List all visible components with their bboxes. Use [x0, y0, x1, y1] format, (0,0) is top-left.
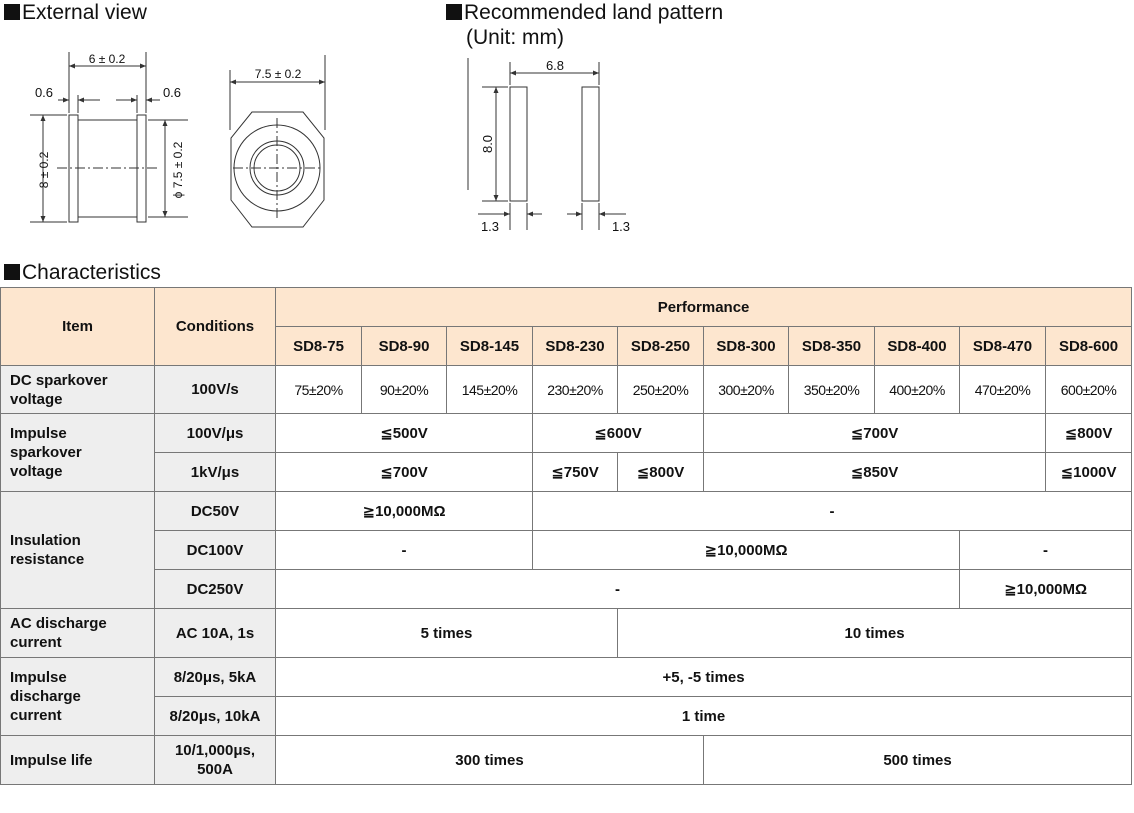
table-row-impulse-discharge-5k	[1, 658, 1132, 697]
item-dc-sparkover: DC sparkover voltage	[1, 366, 155, 414]
condition-cell: DC250V	[155, 570, 276, 609]
model-header: SD8-90	[362, 327, 447, 366]
table-row-insulation-dc50	[1, 492, 1132, 531]
condition-cell: 1kV/μs	[155, 453, 276, 492]
value-cell: 75±20%	[276, 366, 362, 414]
land-span-label: 6.8	[545, 58, 565, 73]
value-cell: 1 time	[276, 697, 1132, 736]
land-height-label: 8.0	[480, 134, 495, 154]
land-pattern-drawing	[440, 50, 660, 240]
header-item: Item	[1, 288, 155, 366]
land-pad-left	[510, 87, 527, 201]
item-ac-discharge: AC discharge current	[1, 609, 155, 658]
characteristics-table	[0, 287, 1132, 785]
value-cell: 250±20%	[618, 366, 704, 414]
value-cell: 470±20%	[960, 366, 1046, 414]
model-header: SD8-400	[875, 327, 960, 366]
dim-flange-left-label: 0.6	[34, 85, 54, 100]
dim-flange-right-label: 0.6	[162, 85, 182, 100]
value-cell: ≦800V	[618, 453, 704, 492]
value-cell: 300±20%	[704, 366, 789, 414]
value-cell: -	[533, 492, 1132, 531]
condition-cell: AC 10A, 1s	[155, 609, 276, 658]
condition-cell: 100V/μs	[155, 414, 276, 453]
model-header: SD8-600	[1046, 327, 1132, 366]
item-impulse-life: Impulse life	[1, 736, 155, 785]
characteristics-title: Characteristics	[22, 261, 161, 284]
value-cell: 400±20%	[875, 366, 960, 414]
value-cell: ≦700V	[704, 414, 1046, 453]
condition-cell: 8/20μs, 10kA	[155, 697, 276, 736]
value-cell: 600±20%	[1046, 366, 1132, 414]
external-view-drawing	[0, 40, 440, 240]
item-insulation-resistance: Insulation resistance	[1, 492, 155, 609]
square-bullet-icon	[4, 264, 20, 280]
table-row-impulse-sparkover-1k	[1, 453, 1132, 492]
model-header: SD8-300	[704, 327, 789, 366]
table-row-impulse-life	[1, 736, 1132, 785]
table-row-insulation-dc100	[1, 531, 1132, 570]
model-header: SD8-250	[618, 327, 704, 366]
land-pattern-title: Recommended land pattern	[464, 1, 724, 24]
value-cell: -	[276, 531, 533, 570]
dim-hex-width-label: 7.5 ± 0.2	[254, 67, 302, 81]
condition-cell: 8/20μs, 5kA	[155, 658, 276, 697]
value-cell: 10 times	[618, 609, 1132, 658]
land-pattern-unit: (Unit: mm)	[466, 26, 564, 49]
model-header: SD8-470	[960, 327, 1046, 366]
value-cell: ≧10,000MΩ	[533, 531, 960, 570]
condition-cell: DC50V	[155, 492, 276, 531]
condition-cell: 100V/s	[155, 366, 276, 414]
model-header: SD8-145	[447, 327, 533, 366]
header-conditions: Conditions	[155, 288, 276, 366]
value-cell: ≦700V	[276, 453, 533, 492]
section-title-land-pattern	[446, 1, 723, 25]
land-pad-left-label: 1.3	[480, 219, 500, 234]
value-cell: 5 times	[276, 609, 618, 658]
value-cell: ≦850V	[704, 453, 1046, 492]
value-cell: +5, -5 times	[276, 658, 1132, 697]
condition-cell: 10/1,000μs, 500A	[155, 736, 276, 785]
item-impulse-sparkover: Impulse sparkover voltage	[1, 414, 155, 492]
table-row-ac-discharge	[1, 609, 1132, 658]
value-cell: 500 times	[704, 736, 1132, 785]
value-cell: -	[960, 531, 1132, 570]
value-cell: 300 times	[276, 736, 704, 785]
value-cell: ≦500V	[276, 414, 533, 453]
section-title-external-view	[4, 1, 147, 25]
square-bullet-icon	[446, 4, 462, 20]
value-cell: ≦600V	[533, 414, 704, 453]
land-pad-right	[582, 87, 599, 201]
value-cell: ≦1000V	[1046, 453, 1132, 492]
value-cell: 350±20%	[789, 366, 875, 414]
dim-width-label: 6 ± 0.2	[88, 52, 126, 66]
value-cell: -	[276, 570, 960, 609]
value-cell: 145±20%	[447, 366, 533, 414]
value-cell: ≦750V	[533, 453, 618, 492]
section-title-characteristics	[4, 261, 161, 285]
square-bullet-icon	[4, 4, 20, 20]
table-row-impulse-sparkover-100	[1, 414, 1132, 453]
table-row-dc-sparkover	[1, 366, 1132, 414]
external-view-title: External view	[22, 1, 147, 24]
model-header: SD8-75	[276, 327, 362, 366]
value-cell: 230±20%	[533, 366, 618, 414]
condition-cell: DC100V	[155, 531, 276, 570]
value-cell: ≧10,000MΩ	[276, 492, 533, 531]
dim-diameter-label: ϕ 7.5 ± 0.2	[171, 141, 185, 199]
table-row-insulation-dc250	[1, 570, 1132, 609]
table-row-impulse-discharge-10k	[1, 697, 1132, 736]
model-header: SD8-230	[533, 327, 618, 366]
value-cell: ≦800V	[1046, 414, 1132, 453]
dim-height-label: 8 ± 0.2	[37, 151, 51, 189]
header-performance: Performance	[276, 288, 1132, 327]
model-header: SD8-350	[789, 327, 875, 366]
land-pad-right-label: 1.3	[611, 219, 631, 234]
value-cell: 90±20%	[362, 366, 447, 414]
value-cell: ≧10,000MΩ	[960, 570, 1132, 609]
item-impulse-discharge: Impulse discharge current	[1, 658, 155, 736]
